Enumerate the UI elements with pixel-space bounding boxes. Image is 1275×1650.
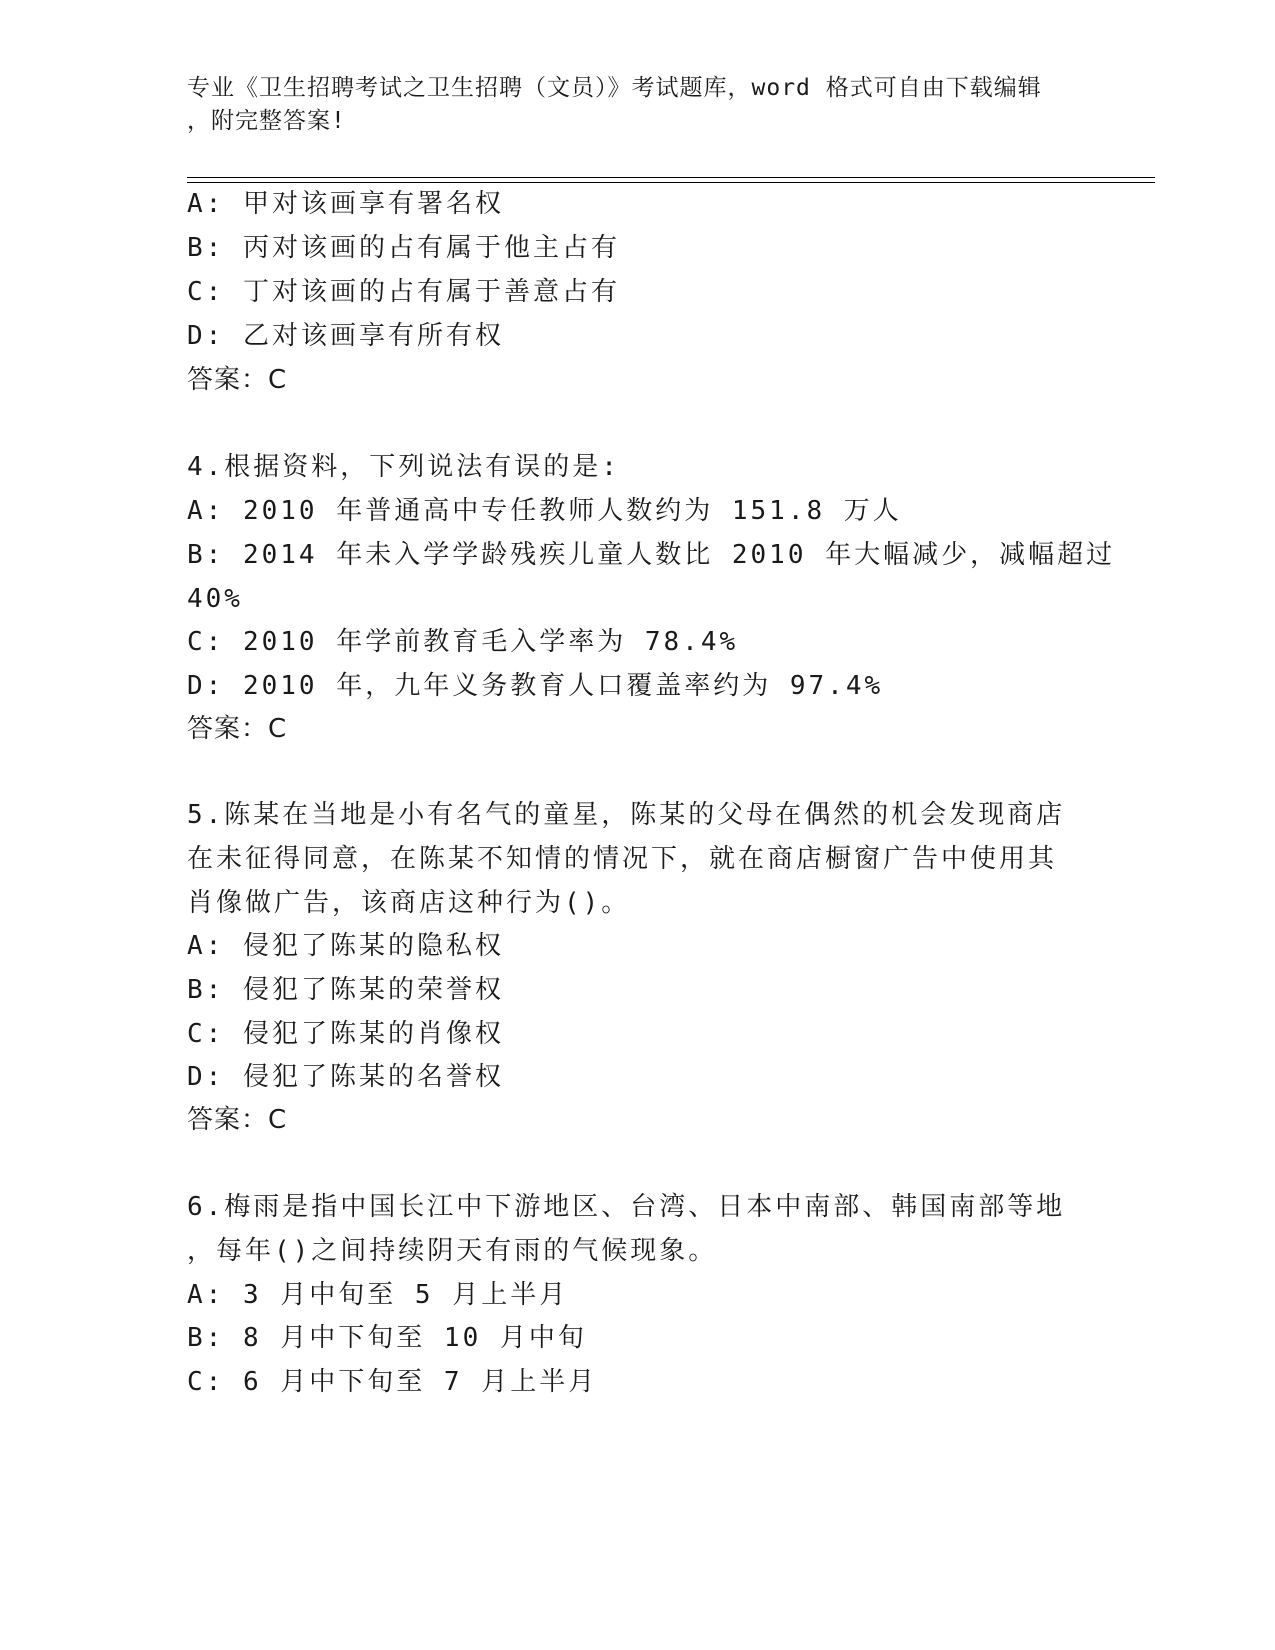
q6-option-c: C: 6 月中下旬至 7 月上半月 bbox=[187, 1367, 598, 1397]
q4-option-b-continued: 40% bbox=[187, 584, 243, 614]
q4-option-d: D: 2010 年，九年义务教育人口覆盖率约为 97.4% bbox=[187, 671, 884, 701]
q5-option-c: C: 侵犯了陈某的肖像权 bbox=[187, 1019, 504, 1049]
header-divider-top bbox=[187, 177, 1155, 178]
document-header bbox=[187, 72, 1067, 138]
q3-option-d: D: 乙对该画享有所有权 bbox=[187, 321, 504, 351]
q4-option-c: C: 2010 年学前教育毛入学率为 78.4% bbox=[187, 627, 739, 657]
q4-option-a: A: 2010 年普通高中专任教师人数约为 151.8 万人 bbox=[187, 496, 902, 526]
q5-option-b: B: 侵犯了陈某的荣誉权 bbox=[187, 975, 504, 1005]
q6-stem-line-2: ，每年()之间持续阴天有雨的气候现象。 bbox=[187, 1236, 718, 1266]
header-line-1: 专业《卫生招聘考试之卫生招聘（文员）》考试题库，word 格式可自由下载编辑 bbox=[187, 75, 1042, 101]
q4-answer: 答案：C bbox=[187, 714, 288, 744]
q4-stem: 4.根据资料，下列说法有误的是: bbox=[187, 452, 620, 482]
header-line-2: ，附完整答案! bbox=[187, 108, 346, 134]
q5-stem-line-3: 肖像做广告，该商店这种行为()。 bbox=[187, 888, 631, 918]
q4-option-b: B: 2014 年未入学学龄残疾儿童人数比 2010 年大幅减少，减幅超过 bbox=[187, 540, 1116, 570]
q3-option-a: A: 甲对该画享有署名权 bbox=[187, 189, 504, 219]
q6-stem-line-1: 6.梅雨是指中国长江中下游地区、台湾、日本中南部、韩国南部等地 bbox=[187, 1192, 1066, 1222]
q5-stem-line-1: 5.陈某在当地是小有名气的童星，陈某的父母在偶然的机会发现商店 bbox=[187, 800, 1066, 830]
header-divider-bottom bbox=[187, 182, 1155, 183]
q6-option-b: B: 8 月中下旬至 10 月中旬 bbox=[187, 1323, 587, 1353]
q5-option-a: A: 侵犯了陈某的隐私权 bbox=[187, 931, 504, 961]
q5-stem-line-2: 在未征得同意，在陈某不知情的情况下，就在商店橱窗广告中使用其 bbox=[187, 844, 1058, 874]
q3-answer: 答案：C bbox=[187, 365, 288, 395]
q5-option-d: D: 侵犯了陈某的名誉权 bbox=[187, 1062, 504, 1092]
q3-option-b: B: 丙对该画的占有属于他主占有 bbox=[187, 233, 620, 263]
q5-answer: 答案：C bbox=[187, 1105, 288, 1135]
q3-option-c: C: 丁对该画的占有属于善意占有 bbox=[187, 277, 620, 307]
q6-option-a: A: 3 月中旬至 5 月上半月 bbox=[187, 1280, 569, 1310]
